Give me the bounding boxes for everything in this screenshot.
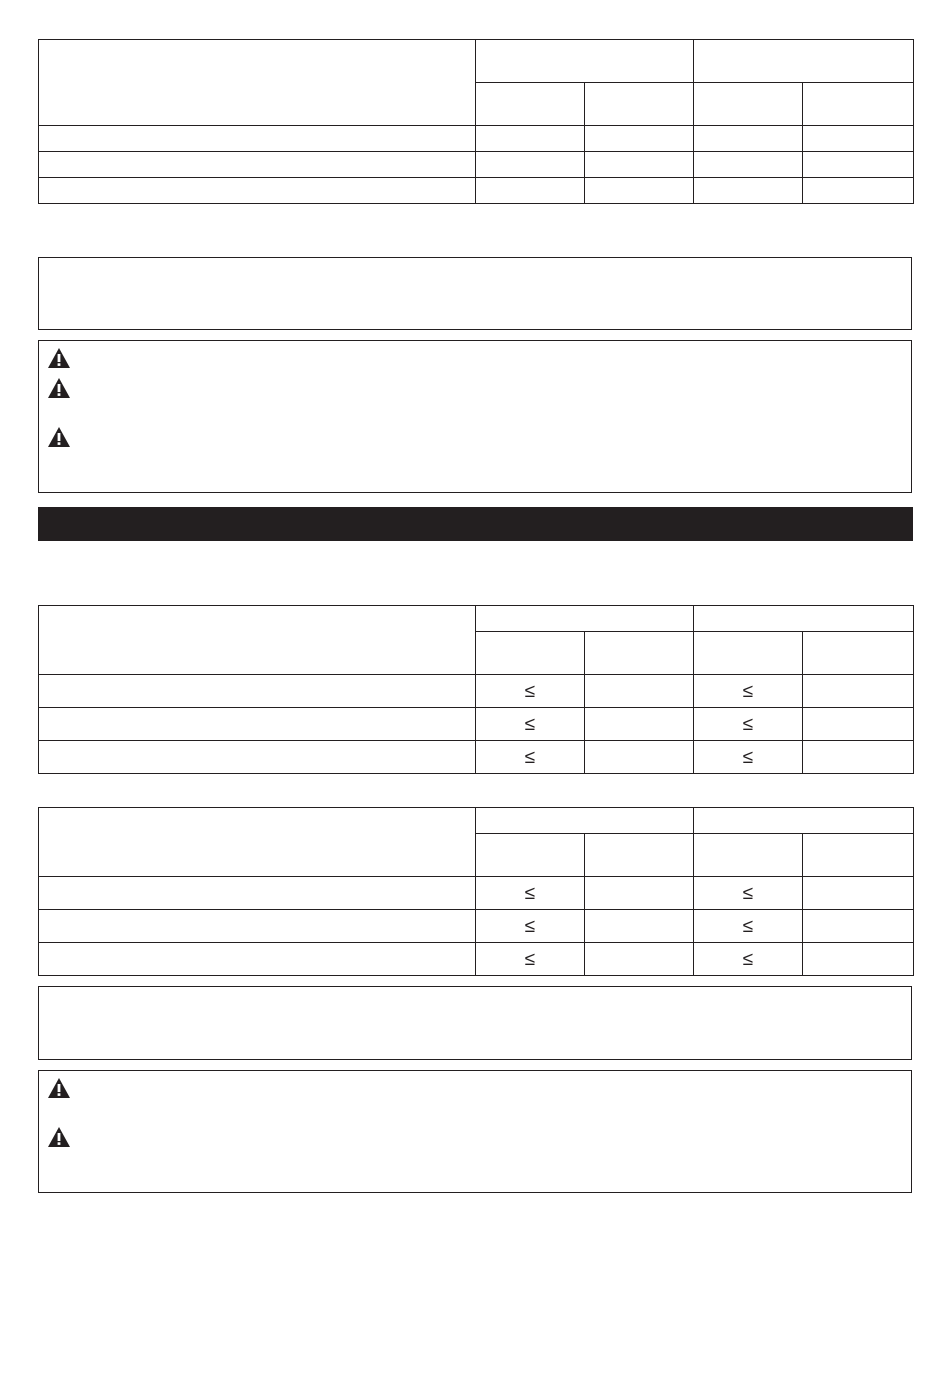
table-row [39, 943, 914, 976]
table-cell [39, 910, 476, 943]
table-3-subheader [694, 834, 803, 877]
table-cell [803, 152, 914, 178]
table-cell [694, 152, 803, 178]
table-2-group-header-a [476, 606, 694, 632]
table-1 [38, 39, 914, 204]
warning-box [38, 1070, 912, 1193]
table-cell [585, 126, 694, 152]
table-3-group-header-b [694, 808, 914, 834]
table-1-subheader [585, 83, 694, 126]
table-row [39, 178, 914, 204]
table-cell [803, 741, 914, 774]
table-2-group-header-b [694, 606, 914, 632]
less-equal-symbol: ≤ [476, 910, 585, 943]
warning-icon [48, 1127, 70, 1147]
table-1-group-header-b [694, 40, 914, 83]
table-row [39, 877, 914, 910]
table-cell [803, 126, 914, 152]
table-cell [803, 178, 914, 204]
warning-box [38, 340, 912, 493]
note-box [38, 257, 912, 330]
warning-icon [48, 1078, 70, 1098]
warning-icon [48, 348, 70, 368]
table-cell [39, 152, 476, 178]
warning-icon [48, 427, 70, 447]
table-cell [585, 741, 694, 774]
table-cell [476, 126, 585, 152]
table-row [39, 741, 914, 774]
table-cell [39, 178, 476, 204]
table-3-subheader [585, 834, 694, 877]
table-2-label-header [39, 606, 476, 675]
table-cell [803, 910, 914, 943]
table-1-label-header [39, 40, 476, 126]
less-equal-symbol: ≤ [476, 708, 585, 741]
table-3-group-header-a [476, 808, 694, 834]
table-cell [803, 708, 914, 741]
table-2-subheader [694, 632, 803, 675]
table-2-subheader [476, 632, 585, 675]
table-1-subheader [476, 83, 585, 126]
less-equal-symbol: ≤ [694, 910, 803, 943]
table-cell [803, 877, 914, 910]
table-1-subheader [803, 83, 914, 126]
table-row [39, 126, 914, 152]
table-cell [803, 675, 914, 708]
table-3-subheader [803, 834, 914, 877]
table-cell [585, 708, 694, 741]
table-cell [585, 152, 694, 178]
table-cell [803, 943, 914, 976]
table-row [39, 708, 914, 741]
table-1-subheader [694, 83, 803, 126]
table-cell [476, 152, 585, 178]
less-equal-symbol: ≤ [476, 741, 585, 774]
table-row [39, 675, 914, 708]
table-row [39, 152, 914, 178]
warning-icon [48, 378, 70, 398]
table-cell [476, 178, 585, 204]
table-cell [39, 741, 476, 774]
section-header-bar [38, 507, 913, 541]
table-cell [39, 675, 476, 708]
table-cell [39, 877, 476, 910]
less-equal-symbol: ≤ [694, 675, 803, 708]
table-cell [585, 178, 694, 204]
table-cell [39, 943, 476, 976]
table-3-label-header [39, 808, 476, 877]
less-equal-symbol: ≤ [694, 741, 803, 774]
table-cell [585, 675, 694, 708]
less-equal-symbol: ≤ [476, 943, 585, 976]
table-cell [39, 708, 476, 741]
table-3 [38, 807, 914, 976]
table-2 [38, 605, 914, 774]
table-cell [585, 943, 694, 976]
less-equal-symbol: ≤ [476, 675, 585, 708]
note-box [38, 986, 912, 1060]
table-cell [39, 126, 476, 152]
less-equal-symbol: ≤ [694, 943, 803, 976]
table-2-subheader [803, 632, 914, 675]
less-equal-symbol: ≤ [476, 877, 585, 910]
less-equal-symbol: ≤ [694, 877, 803, 910]
table-row [39, 910, 914, 943]
table-1-group-header-a [476, 40, 694, 83]
table-3-subheader [476, 834, 585, 877]
less-equal-symbol: ≤ [694, 708, 803, 741]
table-cell [694, 126, 803, 152]
table-2-subheader [585, 632, 694, 675]
table-cell [694, 178, 803, 204]
table-cell [585, 877, 694, 910]
table-cell [585, 910, 694, 943]
